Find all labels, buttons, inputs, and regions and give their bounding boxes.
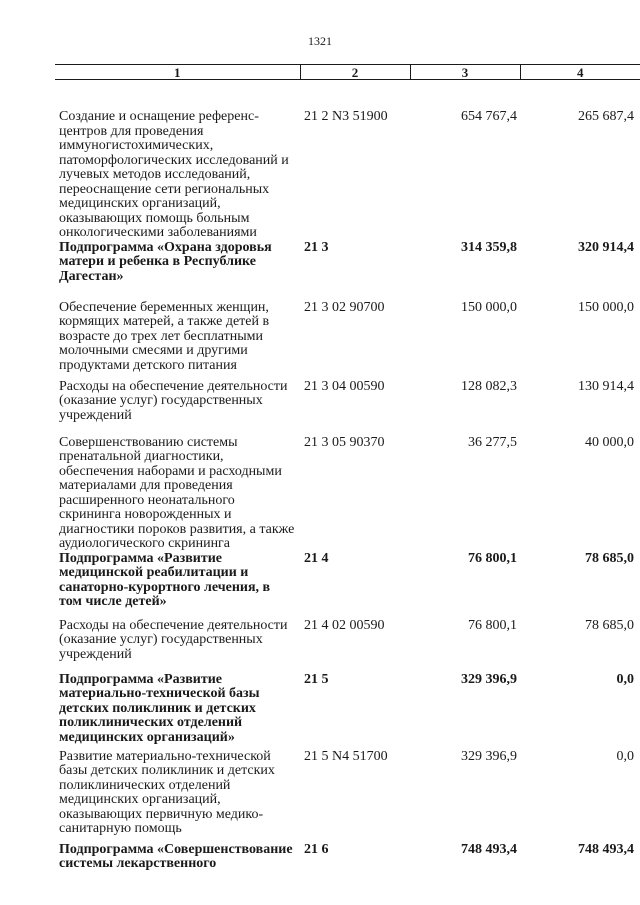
table-row bbox=[55, 301, 640, 380]
row-name: Расходы на обеспечение деятельности (оказание услуг) государственных учреждений bbox=[59, 378, 288, 423]
row-name: Подпрограмма «Охрана здоровья матери и ребенка в Республике Дагестан» bbox=[59, 239, 272, 284]
table-row bbox=[55, 619, 640, 673]
row-name: Подпрограмма «Развитие материально-технической базы детских поликлиник и детских поликлинических отделений медицинских организаций» bbox=[59, 671, 260, 745]
column-header-1: 1 bbox=[55, 65, 300, 80]
row-value-4: 78 685,0 bbox=[585, 550, 634, 566]
row-name: Развитие материально-технической базы детских поликлиник и детских поликлинических отделений медицинских организаций, оказывающих первичную медико-санитарную помощь bbox=[59, 748, 275, 836]
row-code: 21 3 04 00590 bbox=[304, 378, 385, 394]
row-value-3: 329 396,9 bbox=[461, 671, 517, 687]
row-code: 21 4 bbox=[304, 550, 329, 566]
row-value-3: 76 800,1 bbox=[468, 550, 517, 566]
row-name: Подпрограмма «Развитие медицинской реабилитации и санаторно-курортного лечения, в том числе детей» bbox=[59, 550, 271, 609]
page-number: 1321 bbox=[308, 34, 332, 48]
row-value-3: 748 493,4 bbox=[461, 841, 517, 857]
row-value-4: 130 914,4 bbox=[578, 378, 634, 394]
table-row bbox=[55, 552, 640, 619]
row-value-3: 128 082,3 bbox=[461, 378, 517, 394]
row-value-3: 314 359,8 bbox=[461, 239, 517, 255]
row-code: 21 5 N4 51700 bbox=[304, 748, 388, 764]
row-value-4: 0,0 bbox=[616, 671, 634, 687]
row-value-3: 654 767,4 bbox=[461, 109, 517, 124]
row-code: 21 5 bbox=[304, 671, 329, 687]
row-value-4: 0,0 bbox=[616, 748, 634, 764]
row-code: 21 3 05 90370 bbox=[304, 434, 385, 450]
table-row bbox=[55, 750, 640, 843]
table-row bbox=[55, 436, 640, 552]
row-code: 21 6 bbox=[304, 841, 329, 857]
row-value-4: 265 687,4 bbox=[578, 109, 634, 124]
row-name: Расходы на обеспечение деятельности (оказание услуг) государственных учреждений bbox=[59, 617, 288, 662]
row-value-4: 150 000,0 bbox=[578, 299, 634, 315]
table-row bbox=[55, 843, 640, 877]
row-name: Подпрограмма «Совершенствование системы лекарственного bbox=[59, 841, 293, 871]
column-header-3: 3 bbox=[410, 65, 520, 80]
table-row bbox=[55, 241, 640, 301]
row-code: 21 3 02 90700 bbox=[304, 299, 385, 315]
row-value-4: 748 493,4 bbox=[578, 841, 634, 857]
row-value-3: 36 277,5 bbox=[468, 434, 517, 450]
row-code: 21 4 02 00590 bbox=[304, 617, 385, 633]
row-value-4: 40 000,0 bbox=[585, 434, 634, 450]
table-row bbox=[55, 80, 640, 241]
row-value-3: 329 396,9 bbox=[461, 748, 517, 764]
row-code: 21 2 N3 51900 bbox=[304, 109, 388, 124]
column-header-4: 4 bbox=[520, 65, 640, 80]
row-name: Создание и оснащение референс-центров для проведения иммуногистохимических, патоморфологических исследований и лучевых методов исследований, переоснащение сети региональных медицинских организаций, оказывающих помощь больным онкологическими заболеваниями bbox=[59, 109, 289, 240]
header-row bbox=[55, 65, 640, 80]
row-value-3: 150 000,0 bbox=[461, 299, 517, 315]
row-code: 21 3 bbox=[304, 239, 329, 255]
row-value-4: 320 914,4 bbox=[578, 239, 634, 255]
row-value-3: 76 800,1 bbox=[468, 617, 517, 633]
table-row bbox=[55, 380, 640, 436]
table-row bbox=[55, 673, 640, 750]
budget-table bbox=[55, 64, 640, 877]
column-header-2: 2 bbox=[300, 65, 410, 80]
row-name: Совершенствованию системы пренатальной диагностики, обеспечения наборами и расходными материалами для проведения расширенного неонатального скрининга новорожденных и диагностики пороков развития, а также аудиологического скрининга bbox=[59, 434, 295, 551]
row-value-4: 78 685,0 bbox=[585, 617, 634, 633]
row-name: Обеспечение беременных женщин, кормящих матерей, а также детей в возрасте до трех лет бесплатными молочными смесями и другими продуктами детского питания bbox=[59, 299, 270, 373]
